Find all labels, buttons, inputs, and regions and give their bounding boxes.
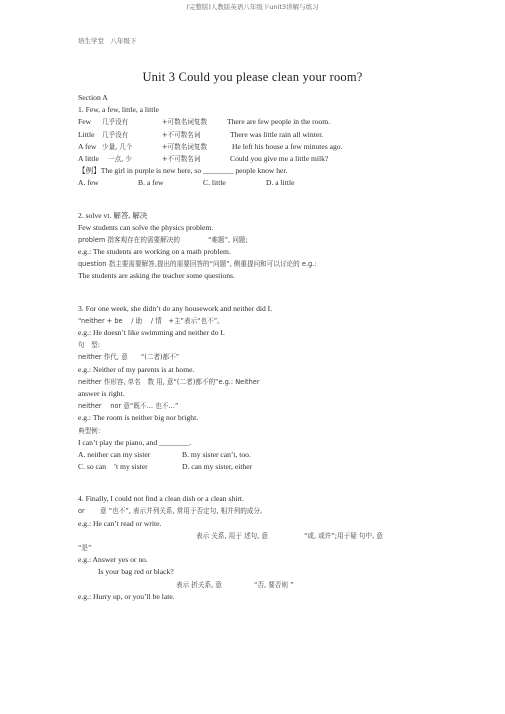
option-d: D. can my sister, either — [182, 462, 253, 472]
grammar-rule: neither nor 意“既不… 也不…” — [78, 402, 179, 411]
example-cell: He left his house a few minutes ago. — [232, 141, 343, 151]
text-line — [78, 376, 438, 388]
page-title: Unit 3 Could you please clean your room? — [142, 70, 363, 84]
grammar-rule: 表示 折关系, 意 — [176, 580, 222, 589]
text-line — [78, 258, 438, 270]
grammar-cell: +可数名词复数 — [162, 118, 208, 127]
text-line — [78, 351, 438, 363]
answer-options — [78, 177, 438, 189]
definition-text: problem 指客观存在的需要解决的 — [78, 235, 180, 244]
grammar-rule: “否, 要否则 ” — [254, 580, 294, 589]
example-sentence: e.g.: Answer yes or no. — [78, 555, 148, 565]
grammar-rule: “是” — [78, 544, 92, 552]
example-sentence: answer is right. — [78, 388, 125, 398]
word-cell: Few — [78, 117, 92, 127]
text-line — [78, 542, 438, 554]
grammar-rule: 表示 关系, 用于 述句, 意 — [196, 531, 268, 540]
option-c: C. little — [203, 178, 226, 188]
text-line — [78, 566, 438, 578]
text-line — [78, 327, 438, 339]
text-line — [78, 518, 438, 530]
text-line — [78, 246, 438, 258]
text-line — [78, 530, 438, 542]
point-heading: 1. Few, a few, little, a little — [78, 105, 159, 115]
grammar-rule: neither 作代, 意 “(二者)都不” — [78, 353, 180, 362]
question-text: I can’t play the piano, and ________. — [78, 437, 192, 447]
point-1-heading — [78, 104, 438, 116]
section-heading — [78, 92, 438, 104]
example-sentence: Few students can solve the physics problem. — [78, 222, 214, 232]
point-2-heading — [78, 210, 438, 222]
example-sentence: e.g.: Hurry up, or you’ll be late. — [78, 591, 175, 601]
option-b: B. a few — [138, 178, 164, 188]
option-b: B. my sister can’t, too. — [182, 449, 251, 459]
definition-text: question 指主要需要解答,提出的需要回答的“问题”, 侧重提问和可以讨论的 e.g.: — [78, 260, 317, 269]
grammar-rule: “或, 或许”;用于疑 句中, 意 — [304, 531, 383, 540]
example-sentence: e.g.: He can’t read or write. — [78, 518, 162, 528]
text-line — [78, 388, 438, 400]
example-sentence: e.g.: The students are working on a math problem. — [78, 247, 231, 257]
document-banner: (完整版)人教版英语八年级下unit3讲解与练习 — [186, 3, 319, 11]
example-cell: There are few people in the room. — [227, 117, 331, 127]
example-sentence: The students are asking the teacher some questions. — [78, 271, 235, 281]
point-heading: 4. Finally, I could not find a clean dish or a clean shirt. — [78, 494, 244, 504]
section-label: Section A — [78, 93, 108, 102]
point-3-heading — [78, 303, 438, 315]
definition-text: “难题”, 问题; — [208, 235, 248, 244]
text-line — [78, 505, 438, 517]
text-line — [78, 339, 438, 351]
document-body — [78, 92, 438, 603]
word-cell: A little — [78, 153, 99, 163]
example-sentence: Is your bag red or black? — [98, 567, 174, 577]
example-sentence: e.g.: The room is neither big nor bright. — [78, 413, 199, 423]
text-line — [78, 412, 438, 424]
answer-options — [78, 461, 438, 473]
example-cell: Could you give me a little milk? — [230, 153, 329, 163]
practice-question — [78, 437, 438, 449]
table-row — [78, 153, 438, 165]
example-cell: There was little rain all winter. — [230, 129, 324, 139]
text-line — [78, 315, 438, 327]
example-sentence: e.g.: He doesn’t like swimming and neither do I. — [78, 328, 225, 337]
meaning-cell: 几乎没有 — [102, 118, 129, 127]
label-text: 句 型: — [78, 341, 101, 350]
table-row — [78, 116, 438, 128]
text-line — [78, 270, 438, 282]
page-header-note: 培生学堂 八年级下 — [78, 37, 137, 45]
label-text: 典型例： — [78, 426, 105, 435]
option-a: A. few — [78, 178, 99, 188]
grammar-cell: +不可数名词 — [162, 130, 201, 139]
text-line — [78, 591, 438, 603]
meaning-cell: 少量, 几个 — [102, 142, 133, 151]
meaning-cell: 几乎没有 — [102, 130, 129, 139]
option-c: C. so can ’t my sister — [78, 462, 148, 472]
grammar-rule: neither 作形容, 单名 数 用, 意“(二者)都不的”e.g.: Neither — [78, 377, 260, 386]
practice-question — [78, 165, 438, 177]
grammar-rule: or 意 “也不”, 表示并列关系, 常用于否定句, 相并列的成分。 — [78, 507, 267, 516]
answer-options — [78, 449, 438, 461]
grammar-cell: +可数名词复数 — [162, 142, 208, 151]
table-row — [78, 129, 438, 141]
point-heading: 2. solve vt. 解答, 解决 — [78, 210, 148, 220]
point-heading: 3. For one week, she didn’t do any housework and neither did I. — [78, 303, 273, 313]
text-line — [78, 222, 438, 234]
text-line — [78, 400, 438, 412]
text-line — [78, 554, 438, 566]
option-d: D. a little — [266, 178, 295, 188]
grammar-rule: “neither + be / 助 / 情 +主”表示“也不”。 — [78, 316, 224, 325]
word-cell: Little — [78, 129, 95, 139]
option-a: A. neither can my sister — [78, 449, 151, 459]
meaning-cell: 一点, 少 — [108, 154, 132, 163]
point-4-heading — [78, 493, 438, 505]
text-line — [78, 364, 438, 376]
text-line — [78, 234, 438, 246]
question-text: 【例】The girl in purple is new here, so ________ people know her. — [78, 166, 288, 176]
example-sentence: e.g.: Neither of my parents is at home. — [78, 364, 195, 374]
grammar-cell: +不可数名词 — [162, 154, 201, 163]
text-line — [78, 579, 438, 591]
text-line — [78, 425, 438, 437]
word-cell: A few — [78, 141, 97, 151]
table-row — [78, 141, 438, 153]
